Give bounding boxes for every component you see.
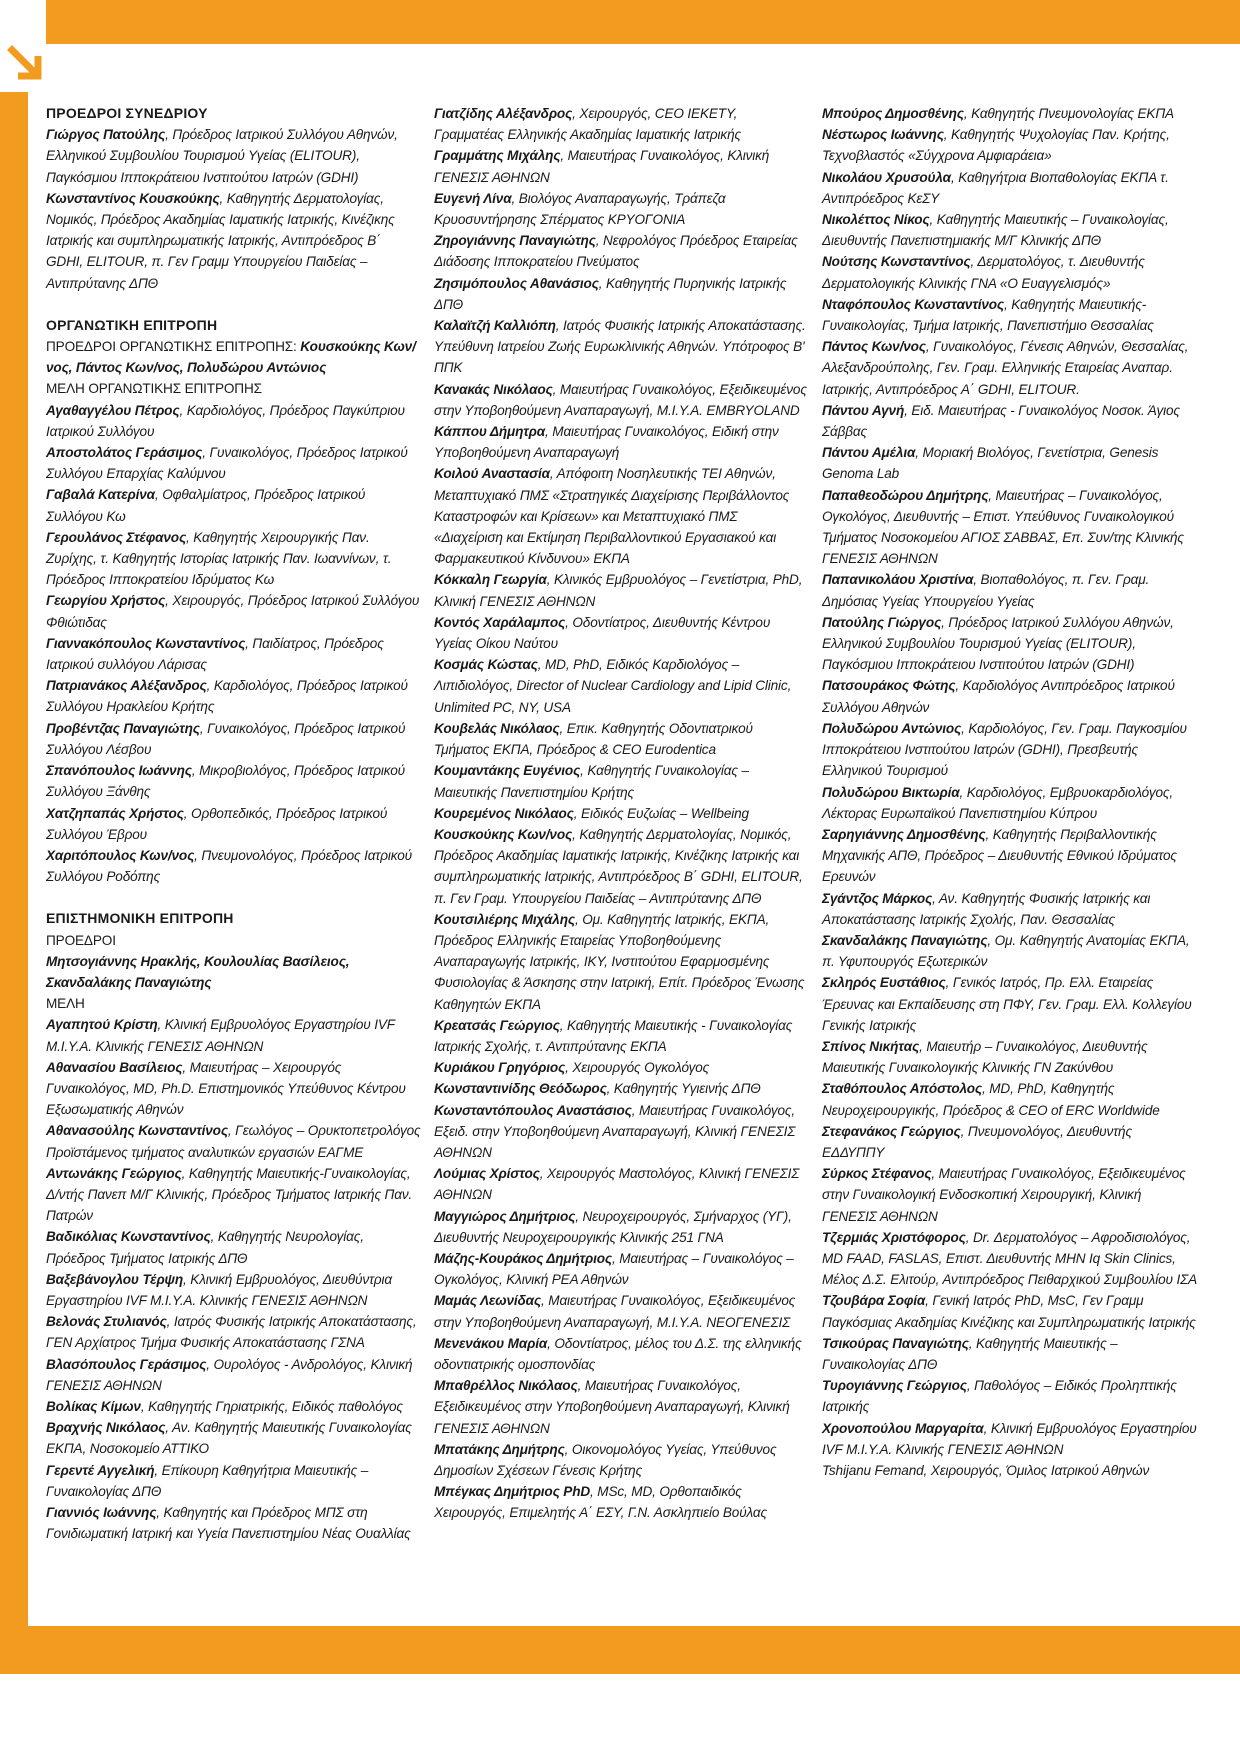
member-entry [822, 1375, 1197, 1417]
member-description: , Ειδ. Μαιευτήρας - Γυναικολόγος Νοσοκ. Άγιος Σάββας [822, 402, 1180, 440]
member-description: , Χειρουργός Μαστολόγος, Κλινική ΓΕΝΕΣΙΣ ΑΘΗΝΩΝ [434, 1166, 800, 1203]
member-entry [434, 1163, 809, 1205]
org-members-list [46, 400, 421, 888]
member-name: Νέστωρος Ιωάννης [822, 127, 944, 143]
member-description: , Γενικός Ιατρός, Πρ. Ελλ. Εταιρείας Έρευνας και Εκπαίδευσης στη ΠΦΥ, Γεν. Γραμ. Ελλ. Κολλεγίου Γενικής Ιατρικής [822, 975, 1192, 1033]
member-name: Πατριανάκος Αλέξανδρος [46, 678, 207, 694]
member-entry [46, 718, 421, 760]
member-entry [46, 124, 421, 188]
member-description: , Επικ. Καθηγητής Οδοντιατρικού Τμήματος ΕΚΠΑ, Πρόεδρος & CEO Eurodentica [434, 720, 753, 758]
member-description: , Καρδιολόγος, Εμβρυοκαρδιολόγος, Λέκτορας Ευρωπαϊκού Πανεπιστημίου Κύπρου [822, 784, 1173, 821]
member-description: , Χειρουργός, Πρόεδρος Ιατρικού Συλλόγου Φθιώτιδας [46, 593, 420, 630]
member-entry [46, 1417, 421, 1459]
member-description: , Καθηγητής Ψυχολογίας Παν. Κρήτης, Τεχνοβλαστός «Σύγχρονα Αμφιαράεια» [822, 127, 1170, 164]
member-name: Καλαϊτζή Καλλιόπη [434, 318, 556, 334]
member-description: , Χειρουργός, CEO ΙΕΚΕΤΥ, Γραμματέας Ελληνικής Ακαδημίας Ιαματικής Ιατρικής [434, 106, 741, 143]
member-description: , Νεφρολόγος Πρόεδρος Εταιρείας Διάδοσης Ιπποκρατείου Πνεύματος [434, 233, 798, 270]
member-description: , Κλινική Εμβρυολόγος Εργαστηρίου IVF Μ.Ι.Υ.Α. Κλινικής ΓΕΝΕΣΙΣ ΑΘΗΝΩΝ [46, 1017, 395, 1054]
member-name: Κοσμάς Κώστας [434, 657, 538, 673]
member-name: Παπανικολάου Χριστίνα [822, 572, 974, 588]
member-entry [434, 1057, 809, 1078]
member-name: Νταφόπουλος Κωνσταντίνος [822, 296, 1004, 312]
member-entry [434, 612, 809, 654]
bottom-accent-bar [0, 1626, 1240, 1674]
member-entry [434, 909, 809, 1015]
member-entry [46, 633, 421, 675]
member-name: Βολίκας Κίμων [46, 1398, 141, 1414]
sci-presidents-label: ΠΡΟΕΔΡΟΙ [46, 932, 116, 948]
member-entry [822, 1163, 1197, 1227]
member-description: , Ειδικός Ευζωίας – Wellbeing [573, 805, 749, 821]
column-left [46, 103, 421, 1544]
member-name: Κανακάς Νικόλαος [434, 381, 553, 397]
member-entry [434, 1100, 809, 1164]
member-name: Χρονοπούλου Μαργαρίτα [822, 1420, 984, 1436]
member-name: Νικολέττος Νίκος [822, 212, 930, 228]
member-name: Κοντός Χαράλαμπος [434, 614, 566, 630]
member-description: , Μοριακή Βιολόγος, Γενετίστρια, Genesis Genoma Lab [822, 445, 1159, 482]
member-name: Πάντου Αγνή [822, 402, 905, 418]
member-entry [434, 421, 809, 463]
member-description: , Μικροβιολόγος, Πρόεδρος Ιατρικού Συλλόγου Ξάνθης [46, 763, 405, 800]
heading-organizing-committee: ΟΡΓΑΝΩΤΙΚΗ ΕΠΙΤΡΟΠΗ [46, 316, 218, 333]
member-entry [822, 1333, 1197, 1375]
member-description: , Ιατρός Φυσικής Ιατρικής Αποκατάστασης. Υπεύθυνη Ιατρείου Ζωής Ευρωκλινικής Αθηνών. Υπότροφος Β' ΠΠΚ [434, 318, 806, 376]
heading-conference-presidents: ΠΡΟΕΔΡΟΙ ΣΥΝΕΔΡΙΟΥ [46, 105, 208, 121]
member-name: Μπαθρέλλος Νικόλαος [434, 1378, 578, 1394]
member-description: , Καρδιολόγος, Γεν. Γραμ. Παγκοσμίου Ιπποκράτειου Ινστιτούτου Ιατρών (GDHI), Πρεσβευτής Ελληνικού Τουρισμού [822, 720, 1187, 779]
member-name: Τυρογιάννης Γεώργιος [822, 1378, 967, 1394]
member-name: Κωνσταντόπουλος Αναστάσιος [434, 1102, 632, 1118]
member-name: Ευγενή Λίνα [434, 190, 512, 206]
member-entry [434, 315, 809, 379]
members-list-middle [434, 103, 809, 1524]
member-entry [46, 1460, 421, 1502]
member-entry [46, 400, 421, 442]
member-name: Κουσκούκης Κων/νος [434, 826, 573, 842]
member-entry [434, 379, 809, 421]
member-entry [46, 1226, 421, 1268]
member-name: Βαδικόλιας Κωνσταντίνος [46, 1229, 211, 1245]
member-description: , Καρδιολόγος, Πρόεδρος Παγκύπριου Ιατρικού Συλλόγου [46, 402, 405, 439]
member-description: , Μαιευτήρας – Γυναικολόγος – Ογκολόγος, Κλινική ΡΕΑ Αθηνών [434, 1250, 794, 1288]
member-name: Κουρεμένος Νικόλαος [434, 805, 574, 821]
member-description: , Οδοντίατρος, Διευθυντής Κέντρου Υγείας Οίκου Ναύτου [434, 614, 771, 652]
member-name: Σκληρός Ευστάθιος [822, 975, 946, 991]
member-name: Νούτσης Κωνσταντίνος [822, 254, 971, 270]
member-name: Γεωργίου Χρήστος [46, 593, 166, 609]
member-entry [822, 209, 1197, 251]
member-entry [46, 590, 421, 632]
member-entry [434, 824, 809, 909]
member-name: Χαριτόπουλος Κων/νος [46, 847, 195, 863]
member-name: Κόκκαλη Γεωργία [434, 572, 547, 588]
member-description: , Καθηγητής Πυρηνικής Ιατρικής ΔΠΘ [434, 275, 787, 312]
member-entry [822, 824, 1197, 888]
member-description: , MSc, MD, Ορθοπαιδικός Χειρουργός, Επιμελητής Α΄ ΕΣΥ, Γ.Ν. Ασκληπιείο Βούλας [434, 1484, 767, 1521]
member-name: Τσικούρας Παναγιώτης [822, 1335, 969, 1351]
member-name: Κάππου Δήμητρα [434, 424, 546, 440]
member-description: , Καθηγητής Χειρουργικής Παν. Ζυρίχης, τ. Καθηγητής Ιστορίας Ιατρικής Παν. Ιωαννίνων, τ. Πρόεδρος Ιπποκρατείου Ιδρύματος Κω [46, 529, 392, 588]
member-description: , Παιδίατρος, Πρόεδρος Ιατρικού συλλόγου Λάρισας [46, 635, 384, 673]
member-name: Τζουβάρα Σοφία [822, 1293, 926, 1309]
member-description: Tshijanu Femand, Χειρουργός, Όμιλος Ιατρικού Αθηνών [822, 1463, 1150, 1478]
member-name: Μενενάκου Μαρία [434, 1335, 548, 1351]
member-entry [434, 145, 809, 187]
member-description: , Νευροχειρουργός, Σμήναρχος (ΥΓ), Διευθυντής Νευροχειρουργικής Κλινικής 251 ΓΝΑ [434, 1208, 792, 1245]
member-description: , Ιατρός Φυσικής Ιατρικής Αποκατάστασης, ΓΕΝ Αρχίατρος Τμήμα Φυσικής Αποκατάστασης ΓΣΝΑ [46, 1314, 417, 1351]
member-entry [822, 251, 1197, 293]
member-entry [46, 1163, 421, 1227]
member-entry [822, 1078, 1197, 1120]
member-description: , MD, PhD, Καθηγητής Νευροχειρουργικής, Πρόεδρος & CEO of ERC Worldwide [822, 1081, 1160, 1118]
member-name: Μάζης-Κουράκος Δημήτριος [434, 1250, 612, 1266]
member-entry [434, 1333, 809, 1375]
member-name: Μπούρος Δημοσθένης [822, 106, 964, 121]
member-description: , MD, PhD, Ειδικός Καρδιολόγος – Λιπιδιολόγος, Director of Nuclear Cardiology and Lipid Clinic, Unlimited PC, NY, USA [434, 657, 792, 715]
member-entry [46, 1120, 421, 1162]
member-name: Βραχνής Νικόλαος [46, 1420, 166, 1436]
member-name: Μαμάς Λεωνίδας [434, 1293, 542, 1309]
member-entry [822, 972, 1197, 1036]
member-name: Γιατζίδης Αλέξανδρος [434, 106, 573, 121]
member-name: Χατζηπαπάς Χρήστος [46, 805, 184, 821]
member-name: Κουβελάς Νικόλαος [434, 720, 560, 736]
org-members-label: ΜΕΛΗ ΟΡΓΑΝΩΤΙΚΗΣ ΕΠΙΤΡΟΠΗΣ [46, 381, 262, 397]
member-name: Μπέγκας Δημήτριος PhD [434, 1484, 591, 1500]
conference-presidents-list [46, 124, 421, 294]
member-description: , Μαιευτήρας Γυναικολόγος, Εξειδικευμένος στην Γυναικολογική Ενδοσκοπική Χειρουργική, Κλινική ΓΕΝΕΣΙΣ ΑΘΗΝΩΝ [822, 1166, 1186, 1224]
member-entry [434, 1248, 809, 1290]
member-name: Αθανασίου Βασίλειος [46, 1059, 183, 1075]
members-list-right [822, 103, 1197, 1481]
arrow-down-right-icon [6, 44, 48, 86]
member-description: , Καθηγητής Μαιευτικής - Γυναικολογίας Ιατρικής Σχολής, τ. Αντιπρύτανης ΕΚΠΑ [434, 1017, 793, 1054]
member-name: Σγάντζος Μάρκος [822, 890, 933, 906]
member-description: , Γενική Ιατρός PhD, MsC, Γεν Γραμμ Παγκόσμιας Ακαδημίας Κινέζικης και Συμπληρωματικής Ιατρικής [822, 1293, 1196, 1330]
member-description: , Καθηγητής Υγιεινής ΔΠΘ [606, 1081, 761, 1097]
member-entry [822, 1290, 1197, 1332]
member-name: Κωνσταντίνος Κουσκούκης [46, 190, 220, 206]
member-description: , Καθηγητής Μαιευτικής – Γυναικολογίας, Διευθυντής Πανεπιστημιακής Μ/Γ Κλινικής ΔΠΘ [822, 212, 1169, 249]
member-description: , Ομ. Καθηγητής Ανατομίας ΕΚΠΑ, π. Υφυπουργός Εξωτερικών [822, 932, 1190, 970]
member-description: , Πρόεδρος Ιατρικού Συλλόγου Αθηνών, Ελληνικού Συμβουλίου Τουρισμού Υγείας (ELITOUR), Παγκόσμιου Ιπποκράτειου Ινστιτούτου Ιατρών (GDHI) [46, 127, 398, 185]
member-name: Λούμιας Χρίστος [434, 1166, 540, 1182]
sci-members-label: ΜΕΛΗ [46, 996, 85, 1012]
member-name: Πάντου Αμέλια [822, 445, 916, 461]
member-entry [46, 1269, 421, 1311]
member-name: Γιαννιός Ιωάννης [46, 1505, 157, 1520]
member-entry [822, 718, 1197, 782]
member-description: , Καθηγητής Μαιευτικής – Γυναικολογίας ΔΠΘ [822, 1335, 1118, 1372]
member-entry [822, 1036, 1197, 1078]
member-entry [46, 484, 421, 526]
member-entry [434, 1375, 809, 1439]
member-description: , Αν. Καθηγητής Φυσικής Ιατρικής και Αποκατάστασης Ιατρικής Σχολής, Παν. Θεσσαλίας [822, 890, 1151, 927]
member-name: Πατσουράκος Φώτης [822, 678, 956, 694]
member-description: , Αν. Καθηγητής Μαιευτικής Γυναικολογίας ΕΚΠΑ, Νοσοκομείο ΑΤΤΙΚΟ [46, 1420, 412, 1457]
member-description: , Καθηγητής Μαιευτικής-Γυναικολογίας, Τμήμα Ιατρικής, Πανεπιστήμιο Θεσσαλίας [822, 296, 1154, 334]
member-name: Πάντος Κων/νος [822, 339, 926, 355]
member-name: Προβέντζας Παναγιώτης [46, 720, 200, 736]
member-name: Κρεατσάς Γεώργιος [434, 1017, 560, 1033]
member-description: , Μαιευτήρας Γυναικολόγος, Εξειδικευμένος στην Υποβοηθούμενη Αναπαραγωγή, Μ.Ι.Υ.Α. ΝΕΟΓΕΝΕΣΙΣ [434, 1293, 796, 1330]
top-accent-bar [46, 0, 1240, 44]
member-description: , Απόφοιτη Νοσηλευτικής ΤΕΙ Αθηνών, Μεταπτυχιακό ΠΜΣ «Στρατηγικές Διαχείρισης Περιβάλλοντος Καταστροφών και Κρίσεων» και Μεταπτυχιακό ΠΜΣ «Διαχείριση και Εκτίμηση Περιβαλλοντικού Εργασιακού και Φαρμακευτικού Κίνδυνου» ΕΚΠΑ [434, 466, 790, 567]
column-middle [434, 103, 809, 1524]
member-name: Σκανδαλάκης Παναγιώτης [822, 932, 988, 948]
member-description: , Κλινικός Εμβρυολόγος – Γενετίστρια, PhD, Κλινική ΓΕΝΕΣΙΣ ΑΘΗΝΩΝ [434, 572, 803, 609]
column-right [822, 103, 1197, 1481]
member-entry [822, 1121, 1197, 1163]
member-name: Γιώργος Πατούλης [46, 127, 166, 143]
member-description: , Οδοντίατρος, μέλος του Δ.Σ. της ελληνικής οδοντιατρικής ομοσπονδίας [434, 1335, 802, 1372]
sci-members-list [46, 1014, 421, 1544]
member-name: Γαβαλά Κατερίνα [46, 487, 155, 503]
member-name: Ζηρογιάννης Παναγιώτης [434, 233, 596, 249]
member-description: , Κλινική Εμβρυολόγος, Διευθύντρια Εργαστηρίου IVF Μ.Ι.Υ.Α. Κλινικής ΓΕΝΕΣΙΣ ΑΘΗΝΩΝ [46, 1271, 393, 1308]
member-name: Σπίνος Νικήτας [822, 1038, 920, 1054]
member-name: Μαγγιώρος Δημήτριος [434, 1208, 576, 1224]
member-entry [46, 1014, 421, 1056]
member-entry [46, 1396, 421, 1417]
member-description: , Μαιευτήρ – Γυναικολόγος, Διευθυντής Μαιευτικής Γυναικολογικής Κλινικής ΓΝ Ζακύνθου [822, 1038, 1148, 1076]
member-name: Κυριάκου Γρηγόριος [434, 1060, 566, 1076]
member-name: Ζησιμόπουλος Αθανάσιος [434, 275, 599, 291]
member-name: Αγαπητού Κρίστη [46, 1017, 158, 1033]
member-description: , Καθηγητής Νευρολογίας, Πρόεδρος Τμήματος Ιατρικής ΔΠΘ [46, 1229, 364, 1266]
member-description: , Καθηγήτρια Βιοπαθολογίας ΕΚΠΑ τ. Αντιπρόεδρος ΚεΣΥ [822, 169, 1169, 206]
member-entry [822, 569, 1197, 611]
member-name: Πατούλης Γιώργος [822, 614, 942, 630]
member-description: , Καθηγητής Πνευμονολογίας ΕΚΠΑ [963, 106, 1174, 121]
member-entry [434, 1439, 809, 1481]
member-entry [434, 1015, 809, 1057]
member-description: , Μαιευτήρας Γυναικολόγος, Εξειδικευμένος στην Υποβοηθούμενη Αναπαραγωγή, Μ.Ι.Υ.Α. EMBRYOLAND [434, 381, 807, 418]
member-name: Τζερμιάς Χριστόφορος [822, 1229, 966, 1245]
member-name: Σπανόπουλος Ιωάννης [46, 763, 192, 779]
member-description: , Καθηγητής Γυναικολογίας – Μαιευτικής Πανεπιστημίου Κρήτης [434, 763, 749, 800]
sci-presidents-names: Μητσογιάννης Ηρακλής, Κουλουλίας Βασίλειος, Σκανδαλάκης Παναγιώτης [46, 953, 350, 990]
member-name: Σαρηγιάννης Δημοσθένης [822, 826, 986, 842]
member-description: , Γυναικολόγος, Πρόεδρος Ιατρικού Συλλόγου Επαρχίας Καλύμνου [46, 445, 408, 482]
member-description: , Καθηγητής Δερματολογίας, Νομικός, Πρόεδρος Ακαδημίας Ιαματικής Ιατρικής, Κινέζικης Ιατρικής και συμπληρωματικής Ιατρικής, Αντιπρόεδρος Β΄ GDHI, ELITOUR, π. Γεν Γραμμ Υπουργείου Παιδείας – Αντιπρύτανης ΔΠΘ [46, 190, 395, 291]
member-entry [434, 569, 809, 611]
left-accent-bar [0, 92, 28, 1674]
member-entry [822, 612, 1197, 676]
member-entry [822, 1460, 1197, 1481]
member-description: , Καρδιολόγος Αντιπρόεδρος Ιατρικού Συλλόγου Αθηνών [822, 678, 1175, 715]
member-description: , Καρδιολόγος, Πρόεδρος Ιατρικού Συλλόγου Ηρακλείου Κρήτης [46, 678, 408, 715]
member-name: Γραμμάτης Μιχάλης [434, 148, 561, 164]
member-description: , Καθηγητής Μαιευτικής-Γυναικολογίας, Δ/ντής Πανεπ Μ/Γ Κλινικής, Πρόεδρος Τμήματος Ιατρικής Παν. Πατρών [46, 1165, 413, 1224]
member-name: Κωνσταντινίδης Θεόδωρος [434, 1081, 607, 1097]
member-entry [434, 803, 809, 824]
member-description: , Καθηγητής και Πρόεδρος ΜΠΣ στη Γονιδιωματική Ιατρική και Υγεία Πανεπιστημίου Νέας Ουαλλίας [46, 1505, 411, 1542]
member-entry [434, 103, 809, 145]
member-entry [434, 273, 809, 315]
member-entry [822, 1227, 1197, 1291]
member-description: , Γυναικολόγος, Γένεσις Αθηνών, Θεσσαλίας, Αλεξανδρούπολης, Γεν. Γραμ. Ελληνικής Εταιρείας Αναπαρ. Ιατρικής, Αντιπρόεδρος Α΄ GDHI, ELITOUR. [822, 339, 1189, 397]
member-name: Βαξεβάνογλου Τέρψη [46, 1271, 184, 1287]
member-name: Αντωνάκης Γεώργιος [46, 1165, 182, 1181]
member-entry [434, 1078, 809, 1099]
member-description: , Οφθαλμίατρος, Πρόεδρος Ιατρικού Συλλόγου Κω [46, 487, 366, 524]
member-name: Αποστολάτος Γεράσιμος [46, 445, 203, 461]
member-description: , Καθηγητής Περιβαλλοντικής Μηχανικής ΑΠΘ, Πρόεδρος – Διευθυντής Εθνικού Ιδρύματος Ερευνών [822, 826, 1177, 885]
member-description: , Μαιευτήρας Γυναικολόγος, Εξειδ. στην Υποβοηθούμενη Αναπαραγωγή, Κλινική ΓΕΝΕΣΙΣ ΑΘΗΝΩΝ [434, 1102, 796, 1160]
member-name: Πολυδώρου Αντώνιος [822, 720, 962, 736]
member-name: Γιαννακόπουλος Κωνσταντίνος [46, 635, 246, 651]
member-description: , Βιολόγος Αναπαραγωγής, Τράπεζα Κρυοσυντήρησης Σπέρματος ΚΡΥΟΓΟΝΙΑ [434, 190, 726, 228]
member-entry [46, 1057, 421, 1121]
member-description: , Dr. Δερματολόγος – Αφροδισιολόγος, MD FAAD, FASLAS, Επιστ. Διευθυντής MHN Iq Skin Clinics, Μέλος Δ.Σ. Ελιτούρ, Αντιπρόεδρος Πειθαρχικού Συμβουλίου ΙΣΑ [822, 1229, 1197, 1288]
member-description: , Επίκουρη Καθηγήτρια Μαιευτικής – Γυναικολογίας ΔΠΘ [46, 1462, 369, 1499]
member-entry [434, 1481, 809, 1523]
member-description: , Βιοπαθολόγος, π. Γεν. Γραμ. Δημόσιας Υγείας Υπουργείου Υγείας [822, 572, 1150, 609]
member-entry [46, 760, 421, 802]
member-name: Στεφανάκος Γεώργιος [822, 1123, 961, 1139]
member-entry [434, 463, 809, 569]
member-name: Κουτσιλιέρης Μιχάλης [434, 911, 575, 927]
member-description: , Μαιευτήρας Γυναικολόγος, Κλινική ΓΕΝΕΣΙΣ ΑΘΗΝΩΝ [434, 148, 770, 185]
member-description: , Μαιευτήρας Γυναικολόγος, Ειδική στην Υποβοηθούμενη Αναπαραγωγή [434, 424, 779, 461]
member-description: , Χειρουργός Ογκολόγος [565, 1060, 710, 1076]
member-entry [46, 1311, 421, 1353]
member-description: , Πρόεδρος Ιατρικού Συλλόγου Αθηνών, Ελληνικού Συμβουλίου Τουρισμού Υγείας (ELITOUR), Παγκόσμιου Ιπποκράτειου Ινστιτούτου Ιατρών (GDHI) [822, 614, 1174, 673]
member-entry [434, 188, 809, 230]
member-name: Σταθόπουλος Απόστολος [822, 1081, 982, 1097]
member-description: , Μαιευτήρας – Γυναικολόγος, Ογκολόγος, Διευθυντής – Επιστ. Υπεύθυνος Γυναικολογικού Τμήματος Νοσοκομείου ΑΓΙΟΣ ΣΑΒΒΑΣ, Επ. Συν/της Κλινικής ΓΕΝΕΣΙΣ ΑΘΗΝΩΝ [822, 487, 1184, 567]
heading-scientific-committee: ΕΠΙΣΤΗΜΟΝΙΚΗ ΕΠΙΤΡΟΠΗ [46, 910, 234, 927]
member-description: , Καθηγητής Δερματολογίας, Νομικός, Πρόεδρος Ακαδημίας Ιαματικής Ιατρικής, Κινέζικης Ιατρικής και συμπληρωματικής Ιατρικής, Αντιπρόεδρος Β΄ GDHI, ELITOUR, π. Γεν Γραμ. Υπουργείου Παιδείας – Αντιπρύτανης ΔΠΘ [434, 826, 803, 906]
member-entry [822, 167, 1197, 209]
member-name: Νικολάου Χρυσούλα [822, 169, 951, 185]
member-name: Γερεντέ Αγγελική [46, 1462, 155, 1478]
member-description: , Παθολόγος – Ειδικός Προληπτικής Ιατρικής [822, 1378, 1177, 1415]
member-name: Αγαθαγγέλου Πέτρος [46, 402, 180, 418]
member-name: Γερουλάνος Στέφανος [46, 529, 187, 545]
member-description: , Ουρολόγος - Ανδρολόγος, Κλινική ΓΕΝΕΣΙΣ ΑΘΗΝΩΝ [46, 1356, 413, 1393]
member-entry [822, 782, 1197, 824]
member-description: , Οικονομολόγος Υγείας, Υπεύθυνος Δημοσίων Σχέσεων Γένεσις Κρήτης [434, 1441, 777, 1478]
member-entry [822, 336, 1197, 400]
member-description: , Ομ. Καθηγητής Ιατρικής, ΕΚΠΑ, Πρόεδρος Ελληνικής Εταιρείας Υποβοηθούμενης Αναπαραγωγής Ιατρικής, ΙΚΥ, Ινστιτούτου Εφαρμοσμένης Φυσιολογίας & Άσκησης στην Ιατρική, Επίτ. Πρόεδρος Ένωσης Καθηγητών ΕΚΠΑ [434, 911, 805, 1012]
member-description: , Μαιευτήρας – Χειρουργός Γυναικολόγος, MD, Ph.D. Επιστημονικός Υπεύθυνος Κέντρου Εξωσωματικής Αθηνών [46, 1059, 406, 1118]
member-entry [46, 442, 421, 484]
member-name: Πολυδώρου Βικτωρία [822, 784, 960, 800]
member-name: Αθανασούλης Κωνσταντίνος [46, 1123, 228, 1139]
member-entry [822, 888, 1197, 930]
member-entry [46, 803, 421, 845]
member-entry [46, 1502, 421, 1544]
member-description: , Μαιευτήρας Γυναικολόγος, Εξειδικευμένος στην Υποβοηθούμενη Αναπαραγωγή, Κλινική ΓΕΝΕΣΙΣ ΑΘΗΝΩΝ [434, 1378, 790, 1436]
member-description: , Πνευμονολόγος, Πρόεδρος Ιατρικού Συλλόγου Ροδόπης [46, 847, 412, 885]
member-description: , Γυναικολόγος, Πρόεδρος Ιατρικού Συλλόγου Λέσβου [46, 720, 406, 757]
member-entry [46, 527, 421, 591]
member-entry [822, 675, 1197, 717]
member-entry [822, 1418, 1197, 1460]
member-entry [46, 845, 421, 887]
member-description: , Πνευμονολόγος, Διευθυντής ΕΔΔΥΠΠΥ [822, 1123, 1132, 1160]
member-entry [434, 654, 809, 718]
member-entry [434, 760, 809, 802]
member-description: , Καθηγητής Γηριατρικής, Ειδικός παθολόγος [140, 1398, 403, 1414]
member-entry [822, 485, 1197, 570]
member-description: , Ορθοπεδικός, Πρόεδρος Ιατρικού Συλλόγου Έβρου [46, 805, 388, 842]
member-name: Βελονάς Στυλιανός [46, 1314, 167, 1330]
member-name: Μπατάκης Δημήτρης [434, 1441, 565, 1457]
member-description: , Γεωλόγος – Ορυκτοπετρολόγος Προϊστάμενος τμήματος αναλυτικών εργασιών ΕΑΓΜΕ [46, 1123, 421, 1160]
member-name: Κουμαντάκης Ευγένιος [434, 763, 581, 779]
member-entry [822, 400, 1197, 442]
member-entry [822, 442, 1197, 484]
member-entry [434, 1290, 809, 1332]
member-entry [46, 1354, 421, 1396]
member-entry [434, 718, 809, 760]
member-entry [46, 675, 421, 717]
member-entry [822, 930, 1197, 972]
org-presidents: ΠΡΟΕΔΡΟΙ ΟΡΓΑΝΩΤΙΚΗΣ ΕΠΙΤΡΟΠΗΣ: Κουσκούκης Κων/νος, Πάντος Κων/νος, Πολυδώρου Αντώνιος [46, 339, 416, 376]
member-entry [434, 230, 809, 272]
member-entry [822, 103, 1197, 124]
member-entry [46, 188, 421, 294]
member-name: Βλασόπουλος Γεράσιμος [46, 1356, 207, 1372]
member-entry [434, 1206, 809, 1248]
member-entry [822, 294, 1197, 336]
member-description: , Κλινική Εμβρυολόγος Εργαστηρίου IVF Μ.Ι.Υ.Α. Κλινικής ΓΕΝΕΣΙΣ ΑΘΗΝΩΝ [822, 1420, 1197, 1457]
member-name: Κοιλού Αναστασία [434, 466, 550, 482]
member-description: , Δερματολόγος, τ. Διευθυντής Δερματολογικής Κλινικής ΓΝΑ «Ο Ευαγγελισμός» [822, 254, 1145, 291]
member-name: Παπαθεοδώρου Δημήτρης [822, 487, 989, 503]
member-name: Σύρκος Στέφανος [822, 1166, 932, 1182]
member-entry [822, 124, 1197, 166]
